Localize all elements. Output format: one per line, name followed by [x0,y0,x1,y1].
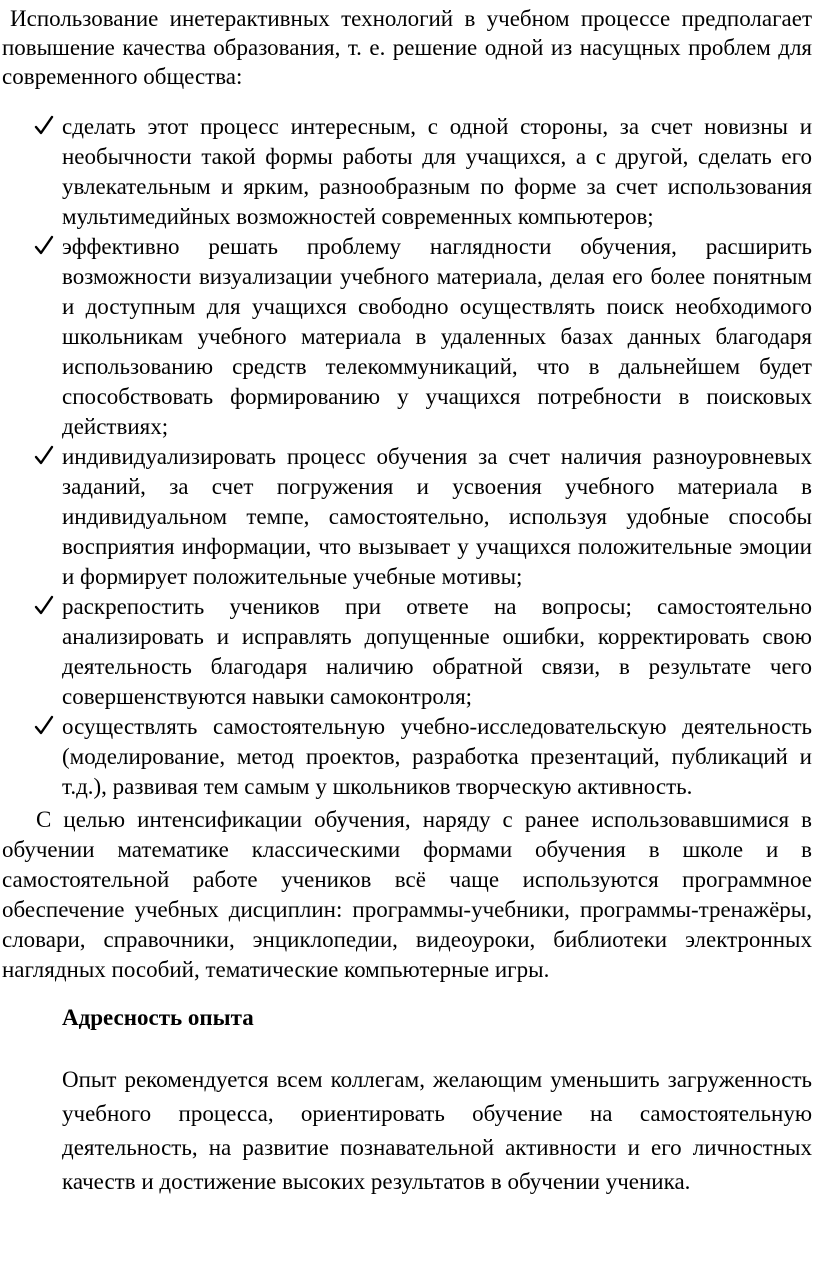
checkmark-icon [34,445,54,467]
list-item-text: осуществлять самостоятельную учебно-исследовательскую деятельность (моделирование, метод проектов, разработка презентаций, публикаций и т.д.), развивая тем самым у школьников творческую активность. [62,714,812,799]
list-item-text: раскрепостить учеников при ответе на вопросы; самостоятельно анализировать и исправлять допущенные ошибки, корректировать свою деятельность благодаря наличию обратной связи, в результате чего совершенствуются навыки самоконтроля; [62,594,812,709]
checkmark-icon [34,235,54,257]
checkmark-icon [34,595,54,617]
software-paragraph: С целью интенсификации обучения, наряду с ранее использовавшимися в обучении математике классическими формами обучения в школе и в самостоятельной работе учеников всё чаще используются программное обеспечение учебных дисциплин: программы-учебники, программы-тренажёры, словари, справочники, энциклопедии, видеоуроки, библиотеки электронных наглядных пособий, тематические компьютерные игры. [2,807,812,982]
section-heading: Адресность опыта [62,1005,254,1030]
list-item-text: сделать этот процесс интересным, с одной стороны, за счет новизны и необычности такой формы работы для учащихся, а с другой, сделать его увлекательным и ярким, разнообразным по форме за счет использования мультимедийных возможностей современных компьютеров; [62,114,812,229]
list-item [0,712,812,802]
list-item [0,442,812,592]
checkmark-icon [34,715,54,737]
intro-paragraph: Использование инетерактивных технологий в учебном процессе предполагает повышение качества образования, т. е. решение одной из насущных проблем для современного общества: [2,6,812,89]
list-item [0,592,812,712]
recommendation-paragraph: Опыт рекомендуется всем коллегам, желающим уменьшить загруженность учебного процесса, ориентировать обучение на самостоятельную деятельность, на развитие познавательной активности и его личностных качеств и достижение высоких результатов в обучении ученика. [62,1067,812,1194]
list-item [0,112,812,232]
list-item [0,232,812,442]
benefits-list [0,112,812,802]
checkmark-icon [34,115,54,137]
list-item-text: индивидуализировать процесс обучения за счет наличия разноуровневых заданий, за счет погружения и усвоения учебного материала в индивидуальном темпе, самостоятельно, используя удобные способы восприятия информации, что вызывает у учащихся положительные эмоции и формирует положительные учебные мотивы; [62,444,812,589]
list-item-text: эффективно решать проблему наглядности обучения, расширить возможности визуализации учебного материала, делая его более понятным и доступным для учащихся свободно осуществлять поиск необходимого школьникам учебного материала в удаленных базах данных благодаря использованию средств телекоммуникаций, что в дальнейшем будет способствовать формированию у учащихся потребности в поисковых действиях; [62,234,812,439]
